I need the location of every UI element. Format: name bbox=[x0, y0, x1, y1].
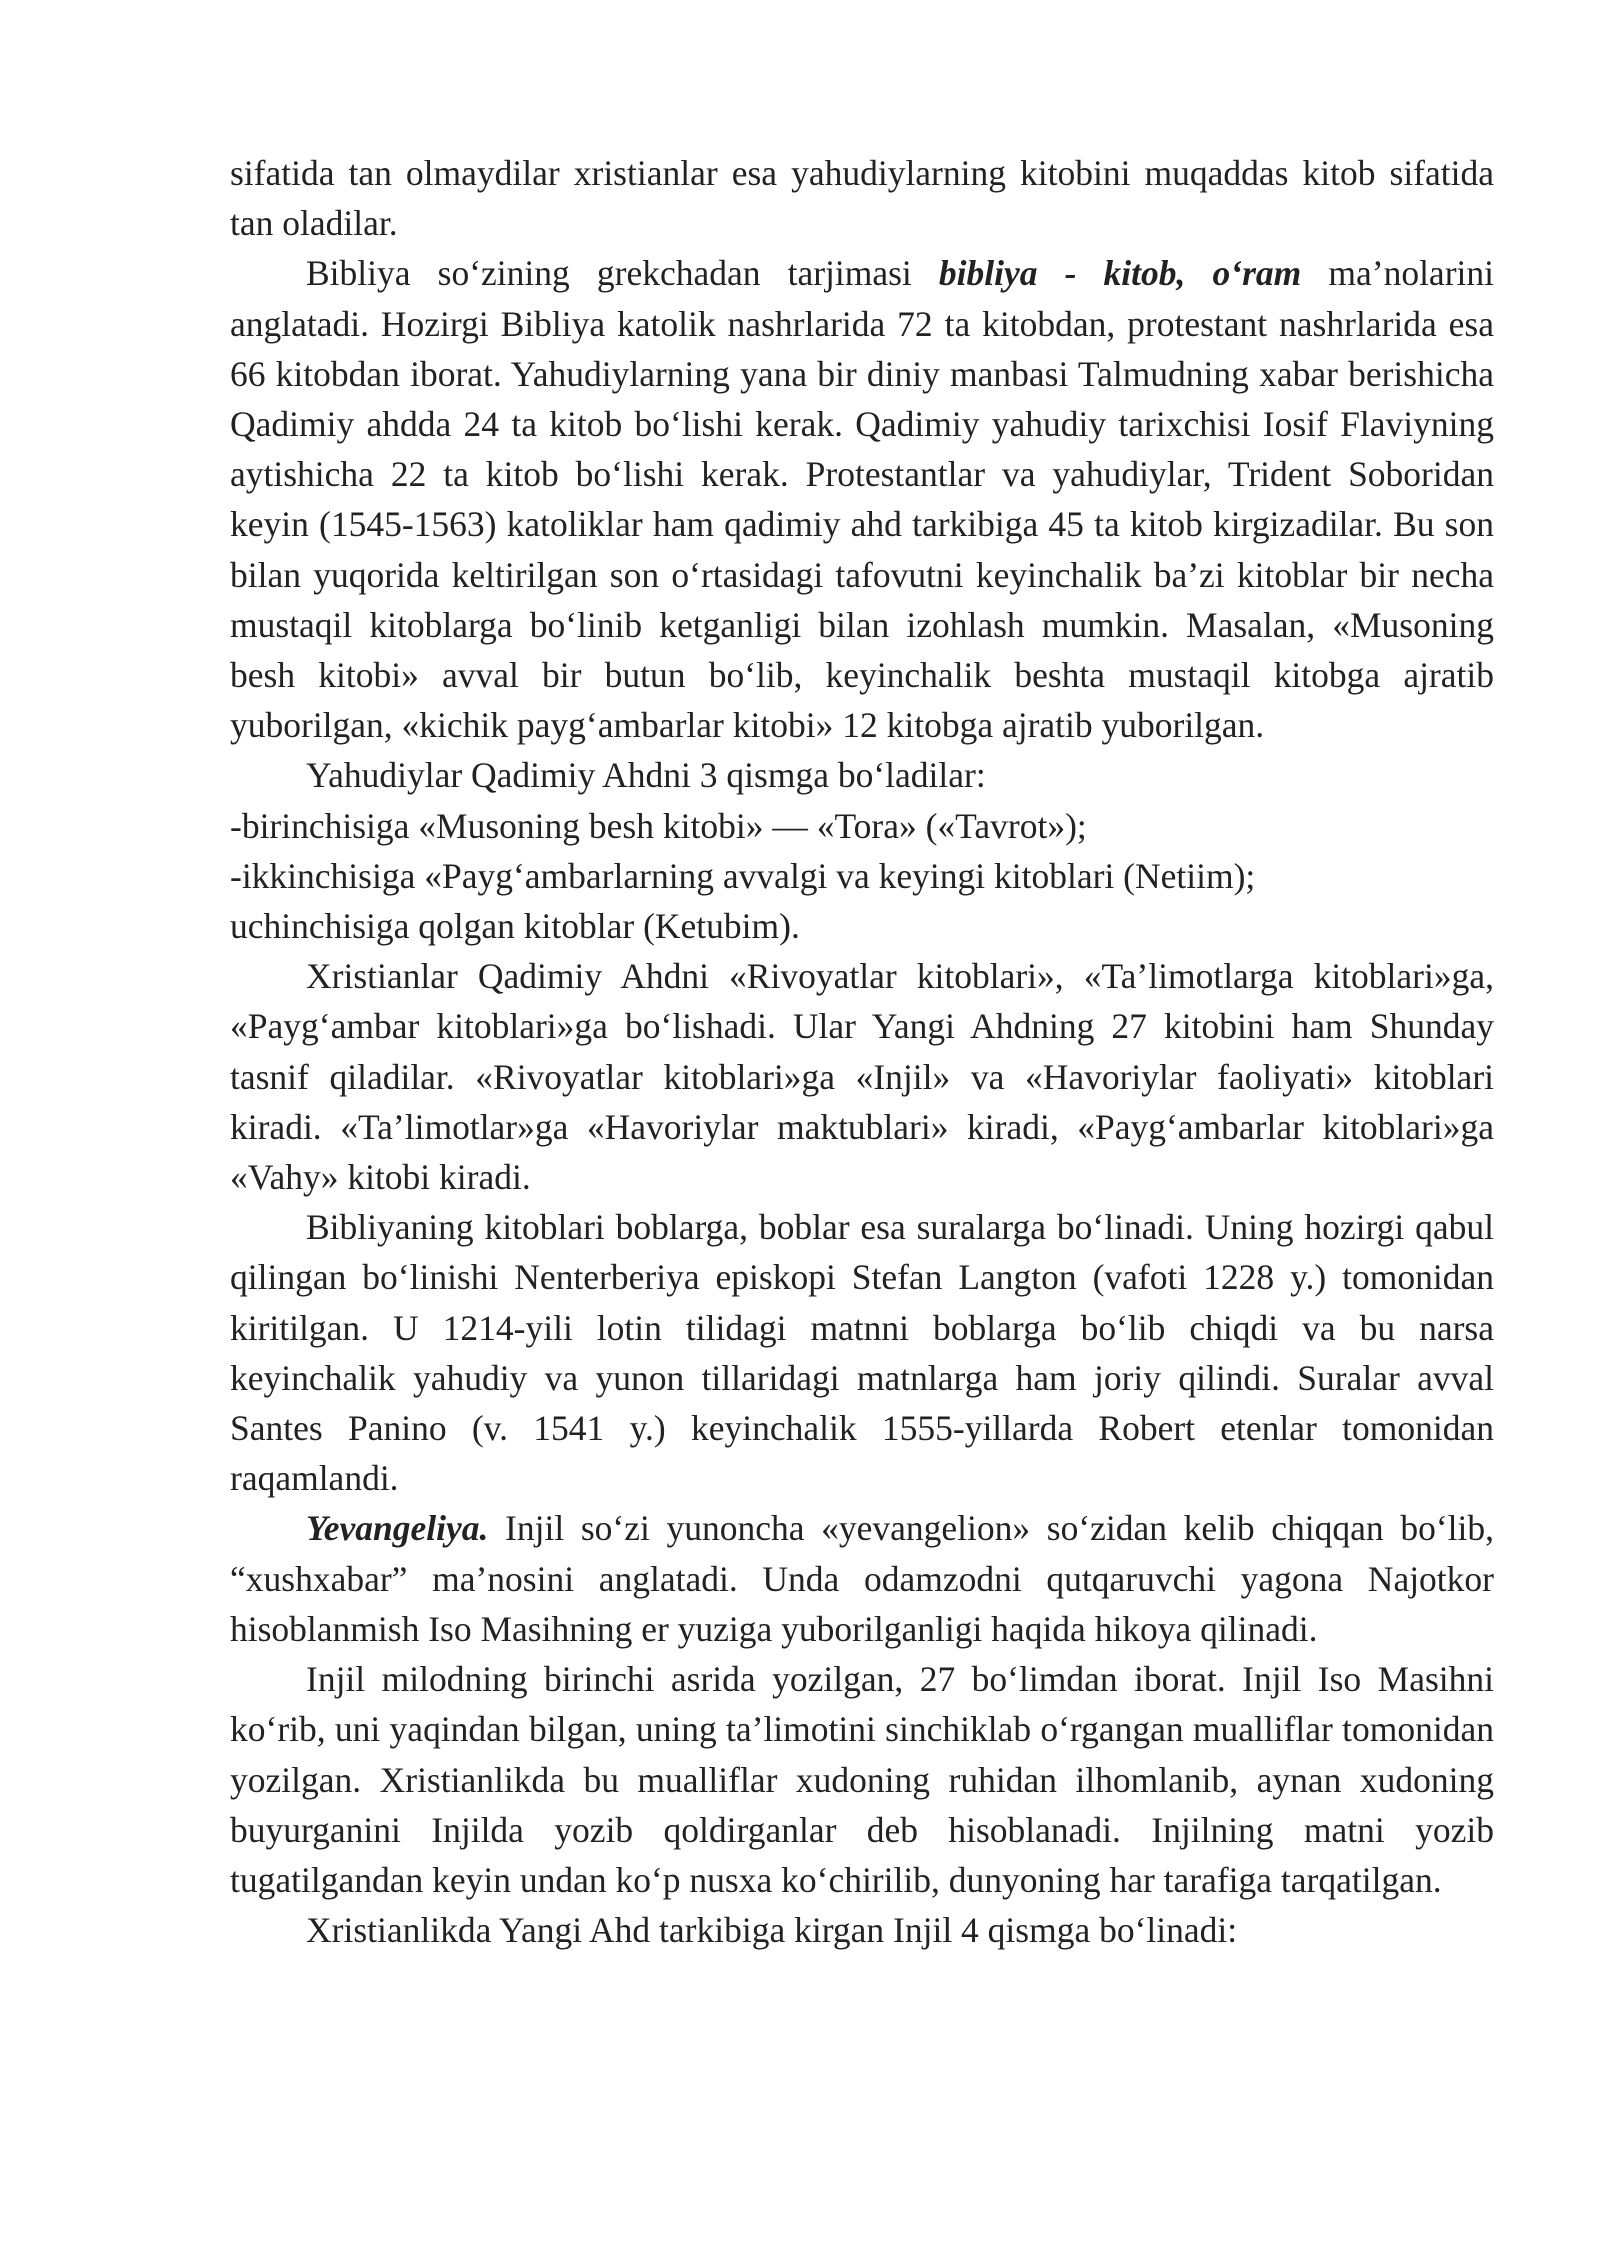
paragraph-yevangeliya bbox=[230, 1503, 1494, 1654]
paragraph-bibliya-meaning bbox=[230, 248, 1494, 750]
document-page bbox=[230, 148, 1494, 1955]
paragraph-text: Injil so‘zi yunoncha «yevangelion» so‘zidan kelib chiqqan bo‘lib, “xushxabar” ma’nosini anglatadi. Unda odamzodni qutqaruvchi yagona Najotkor hisoblanmish Iso Masihning er yuziga yuborilganligi haqida hikoya qilinadi. bbox=[230, 1508, 1494, 1649]
emphasis-term: bibliya - kitob, o‘ram bbox=[938, 253, 1302, 294]
paragraph-christian-division: Xristianlar Qadimiy Ahdni «Rivoyatlar kitoblari», «Ta’limotlarga kitoblari»ga, «Payg‘ambar kitoblari»ga bo‘lishadi. Ular Yangi Ahdning 27 kitobini ham Shunday tasnif qiladilar. «Rivoyatlar kitoblari»ga «Injil» va «Havoriylar faoliyati» kitoblari kiradi. «Ta’limotlar»ga «Havoriylar maktublari» kiradi, «Payg‘ambarlar kitoblari»ga «Vahy» kitobi kiradi. bbox=[230, 956, 1494, 1198]
list-item: -ikkinchisiga «Payg‘ambarlarning avvalgi va keyingi kitoblari (Netiim); bbox=[230, 855, 1256, 896]
emphasis-term: Yevangeliya. bbox=[306, 1508, 489, 1549]
paragraph-injil-history: Injil milodning birinchi asrida yozilgan, 27 bo‘limdan iborat. Injil Iso Masihni ko‘rib, uni yaqindan bilgan, uning ta’limotini sinchiklab o‘rgangan mualliflar tomonidan yozilgan. Xristianlikda bu mualliflar xudoning ruhidan ilhomlanib, aynan xudoning buyurganini Injilda yozib qoldirganlar deb hisoblanadi. Injilning matni yozib tugatilgandan keyin undan ko‘p nusxa ko‘chirilib, dunyoning har tarafiga tarqatilgan. bbox=[230, 1659, 1494, 1900]
paragraph-injil-parts: Xristianlikda Yangi Ahd tarkibiga kirgan Injil 4 qismga bo‘linadi: bbox=[306, 1910, 1238, 1951]
paragraph-jewish-division: Yahudiylar Qadimiy Ahdni 3 qismga bo‘ladilar: bbox=[306, 755, 986, 796]
list-item: uchinchisiga qolgan kitoblar (Ketubim). bbox=[230, 906, 800, 947]
paragraph-chapters-verses: Bibliyaning kitoblari boblarga, boblar esa suralarga bo‘linadi. Uning hozirgi qabul qilingan bo‘linishi Nenterberiya episkopi Stefan Langton (vafoti 1228 y.) tomonidan kiritilgan. U 1214-yili lotin tilidagi matnni boblarga bo‘lib chiqdi va bu narsa keyinchalik yahudiy va yunon tillaridagi matnlarga ham joriy qilindi. Suralar avval Santes Panino (v. 1541 y.) keyinchalik 1555-yillarda Robert etenlar tomonidan raqamlandi. bbox=[230, 1207, 1494, 1499]
paragraph-continuation: sifatida tan olmaydilar xristianlar esa yahudiylarning kitobini muqaddas kitob sifatida tan oladilar. bbox=[230, 153, 1494, 244]
paragraph-text: Bibliya so‘zining grekchadan tarjimasi bbox=[306, 253, 939, 294]
paragraph-text: ma’nolarini anglatadi. Hozirgi Bibliya katolik nashrlarida 72 ta kitobdan, protestant nashrlarida esa 66 kitobdan iborat. Yahudiylarning yana bir diniy manbasi Talmudning xabar berishicha Qadimiy ahdda 24 ta kitob bo‘lishi kerak. Qadimiy yahudiy tarixchisi Iosif Flaviyning aytishicha 22 ta kitob bo‘lishi kerak. Protestantlar va yahudiylar, Trident Soboridan keyin (1545-1563) katoliklar ham qadimiy ahd tarkibiga 45 ta kitob kirgizadilar. Bu son bilan yuqorida keltirilgan son o‘rtasidagi tafovutni keyinchalik ba’zi kitoblar bir necha mustaqil kitoblarga bo‘linib ketganligi bilan izohlash mumkin. Masalan, «Musoning besh kitobi» avval bir butun bo‘lib, keyinchalik beshta mustaqil kitobga ajratib yuborilgan, «kichik payg‘ambarlar kitobi» 12 kitobga ajratib yuborilgan. bbox=[230, 253, 1494, 746]
list-item: -birinchisiga «Musoning besh kitobi» — «Tora» («Tavrot»); bbox=[230, 805, 1087, 846]
